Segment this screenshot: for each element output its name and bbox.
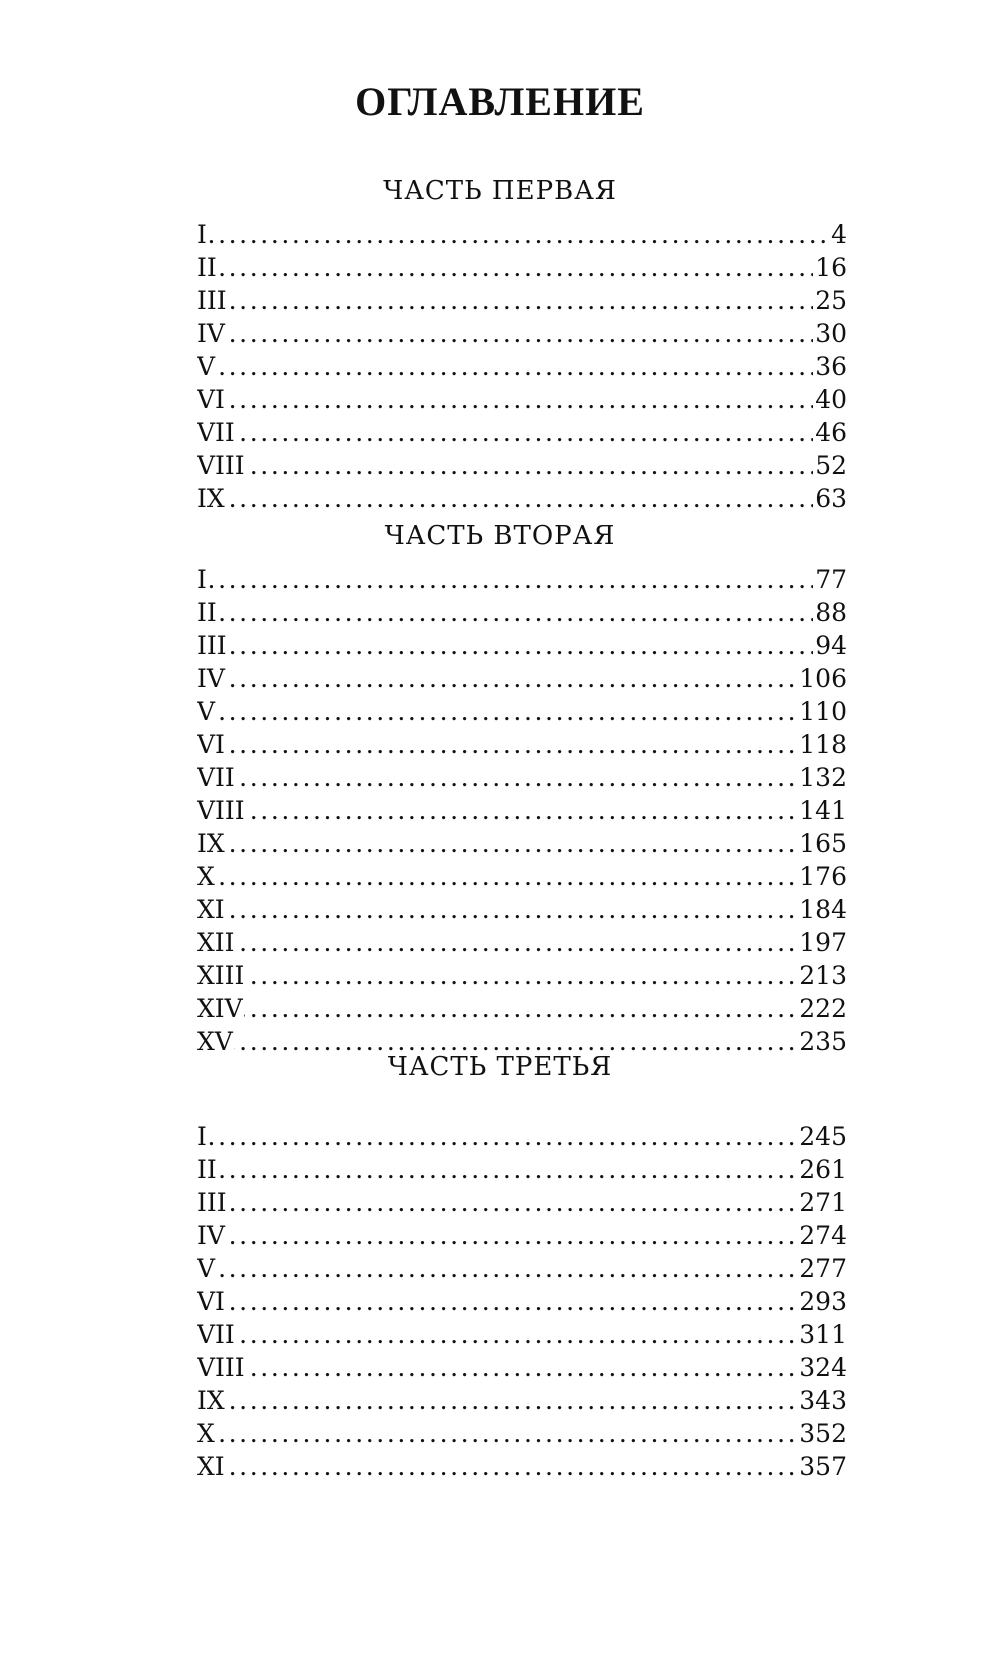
toc-entry[interactable] — [197, 449, 847, 482]
chapter-number: IV — [197, 1221, 225, 1250]
dot-leader — [197, 1153, 847, 1186]
chapter-number: II — [197, 598, 217, 627]
dot-leader — [197, 860, 847, 893]
dot-leader — [197, 662, 847, 695]
toc-entry[interactable] — [197, 794, 847, 827]
chapter-number: XI — [197, 1452, 225, 1481]
page-number: 94 — [815, 631, 847, 660]
toc-entry[interactable] — [197, 827, 847, 860]
chapter-number: VII — [197, 763, 235, 792]
chapter-number: VIII — [197, 1353, 245, 1382]
chapter-number: VIII — [197, 796, 245, 825]
page-number: 63 — [815, 484, 847, 513]
page-number: 271 — [799, 1188, 847, 1217]
page-number: 141 — [799, 796, 847, 825]
page-number: 343 — [799, 1386, 847, 1415]
toc-entry[interactable] — [197, 350, 847, 383]
page-number: 106 — [799, 664, 847, 693]
chapter-number: VII — [197, 1320, 235, 1349]
page-title: ОГЛАВЛЕНИЕ — [355, 79, 645, 124]
chapter-number: V — [197, 697, 216, 726]
page-number: 77 — [815, 565, 847, 594]
chapter-number: III — [197, 286, 227, 315]
chapter-number: I — [197, 1122, 207, 1151]
dot-leader — [197, 1450, 847, 1483]
toc-entry[interactable] — [197, 1120, 847, 1153]
chapter-number: III — [197, 631, 227, 660]
page-number: 324 — [799, 1353, 847, 1382]
dot-leader — [197, 1417, 847, 1450]
toc-entry[interactable] — [197, 482, 847, 515]
toc-entry[interactable] — [197, 596, 847, 629]
dot-leader — [197, 317, 847, 350]
dot-leader — [197, 695, 847, 728]
dot-leader — [197, 1186, 847, 1219]
toc-entry[interactable] — [197, 563, 847, 596]
chapter-number: IX — [197, 484, 225, 513]
chapter-number: VI — [197, 730, 225, 759]
chapter-number: I — [197, 220, 207, 249]
page-number: 30 — [815, 319, 847, 348]
toc-entry[interactable] — [197, 317, 847, 350]
page-number: 357 — [799, 1452, 847, 1481]
dot-leader — [197, 251, 847, 284]
toc-entry[interactable] — [197, 1252, 847, 1285]
chapter-number: IX — [197, 1386, 225, 1415]
part-heading-1: ЧАСТЬ ПЕРВАЯ — [383, 176, 617, 206]
page-number: 235 — [799, 1027, 847, 1056]
toc-entry[interactable] — [197, 383, 847, 416]
page-number: 184 — [799, 895, 847, 924]
page-number: 110 — [799, 697, 847, 726]
page-number: 222 — [799, 994, 847, 1023]
chapter-number: VIII — [197, 451, 245, 480]
toc-list-part-2 — [197, 563, 847, 1058]
chapter-number: V — [197, 352, 216, 381]
toc-entry[interactable] — [197, 992, 847, 1025]
dot-leader — [197, 728, 847, 761]
toc-entry[interactable] — [197, 1417, 847, 1450]
page-number: 40 — [815, 385, 847, 414]
page-number: 132 — [799, 763, 847, 792]
toc-entry[interactable] — [197, 662, 847, 695]
page-number: 16 — [815, 253, 847, 282]
dot-leader — [197, 1318, 847, 1351]
toc-entry[interactable] — [197, 1318, 847, 1351]
chapter-number: I — [197, 565, 207, 594]
toc-entry[interactable] — [197, 1186, 847, 1219]
dot-leader — [197, 959, 847, 992]
dot-leader — [197, 794, 847, 827]
toc-entry[interactable] — [197, 959, 847, 992]
chapter-number: XV — [197, 1027, 233, 1056]
toc-entry[interactable] — [197, 416, 847, 449]
chapter-number: X — [197, 1419, 215, 1448]
toc-entry[interactable] — [197, 629, 847, 662]
dot-leader — [197, 992, 847, 1025]
page-number: 36 — [815, 352, 847, 381]
toc-entry[interactable] — [197, 695, 847, 728]
dot-leader — [197, 1219, 847, 1252]
chapter-number: IX — [197, 829, 225, 858]
toc-list-part-1 — [197, 218, 847, 515]
dot-leader — [197, 1252, 847, 1285]
dot-leader — [197, 926, 847, 959]
page-number: 293 — [799, 1287, 847, 1316]
toc-entry[interactable] — [197, 218, 847, 251]
dot-leader — [197, 1285, 847, 1318]
dot-leader — [197, 449, 847, 482]
dot-leader — [197, 629, 847, 662]
page-number: 261 — [799, 1155, 847, 1184]
page-number: 52 — [815, 451, 847, 480]
toc-entry[interactable] — [197, 251, 847, 284]
page-number: 274 — [799, 1221, 847, 1250]
toc-entry[interactable] — [197, 893, 847, 926]
toc-entry[interactable] — [197, 926, 847, 959]
part-heading-2: ЧАСТЬ ВТОРАЯ — [384, 521, 616, 551]
chapter-number: X — [197, 862, 215, 891]
page-number: 245 — [799, 1122, 847, 1151]
toc-entry[interactable] — [197, 284, 847, 317]
page-number: 4 — [831, 220, 847, 249]
dot-leader — [197, 827, 847, 860]
dot-leader — [197, 284, 847, 317]
chapter-number: XI — [197, 895, 225, 924]
dot-leader — [197, 383, 847, 416]
dot-leader — [197, 416, 847, 449]
chapter-number: IV — [197, 319, 225, 348]
page-number: 277 — [799, 1254, 847, 1283]
chapter-number: XII — [197, 928, 235, 957]
page-number: 25 — [815, 286, 847, 315]
toc-entry[interactable] — [197, 761, 847, 794]
toc-entry[interactable] — [197, 1219, 847, 1252]
dot-leader — [197, 1351, 847, 1384]
dot-leader — [197, 596, 847, 629]
chapter-number: II — [197, 253, 217, 282]
page-number: 118 — [799, 730, 847, 759]
dot-leader — [197, 1120, 847, 1153]
chapter-number: VI — [197, 385, 225, 414]
toc-entry[interactable] — [197, 1025, 847, 1058]
toc-list-part-3 — [197, 1120, 847, 1483]
dot-leader — [197, 1025, 847, 1058]
toc-entry[interactable] — [197, 1384, 847, 1417]
toc-entry[interactable] — [197, 728, 847, 761]
chapter-number: III — [197, 1188, 227, 1217]
dot-leader — [197, 893, 847, 926]
dot-leader — [197, 563, 847, 596]
page-number: 352 — [799, 1419, 847, 1448]
page-number: 311 — [799, 1320, 847, 1349]
toc-entry[interactable] — [197, 1153, 847, 1186]
toc-entry[interactable] — [197, 860, 847, 893]
toc-entry[interactable] — [197, 1351, 847, 1384]
page-number: 46 — [815, 418, 847, 447]
part-heading-3: ЧАСТЬ ТРЕТЬЯ — [387, 1052, 613, 1082]
chapter-number: V — [197, 1254, 216, 1283]
chapter-number: IV — [197, 664, 225, 693]
toc-entry[interactable] — [197, 1285, 847, 1318]
page-number: 165 — [799, 829, 847, 858]
chapter-number: XIV — [197, 994, 243, 1023]
dot-leader — [197, 1384, 847, 1417]
page-number: 176 — [799, 862, 847, 891]
page-number: 88 — [815, 598, 847, 627]
chapter-number: VII — [197, 418, 235, 447]
dot-leader — [197, 218, 847, 251]
dot-leader — [197, 482, 847, 515]
chapter-number: II — [197, 1155, 217, 1184]
page-number: 213 — [799, 961, 847, 990]
page-number: 197 — [799, 928, 847, 957]
chapter-number: VI — [197, 1287, 225, 1316]
dot-leader — [197, 350, 847, 383]
toc-entry[interactable] — [197, 1450, 847, 1483]
chapter-number: XIII — [197, 961, 245, 990]
dot-leader — [197, 761, 847, 794]
